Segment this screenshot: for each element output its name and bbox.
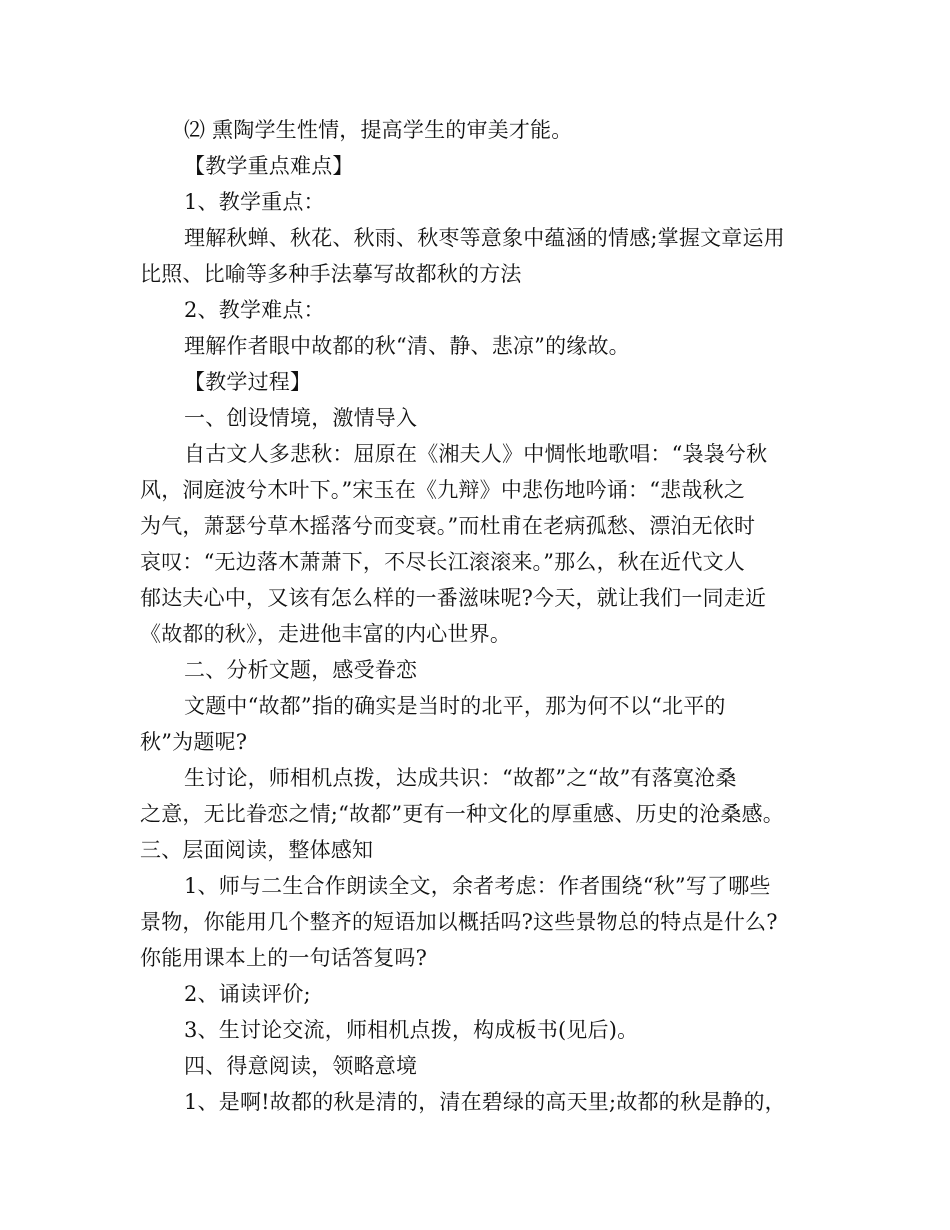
paragraph-line: 生讨论，师相机点拨，达成共识：“故都”之“故”有落寞沧桑 — [184, 766, 737, 790]
paragraph-line: 文题中“故都”指的确实是当时的北平，那为何不以“北平的 — [184, 694, 726, 718]
text-line-goal-2: ⑵ 熏陶学生性情，提高学生的审美才能。 — [184, 118, 573, 142]
paragraph-line: 之意，无比眷恋之情;“故都”更有一种文化的厚重感、历史的沧桑感。 — [140, 802, 784, 826]
paragraph-line: 自古文人多悲秋：屈原在《湘夫人》中惆怅地歌唱：“袅袅兮秋 — [184, 442, 768, 466]
paragraph-line: 1、是啊!故都的秋是清的，清在碧绿的高天里;故都的秋是静的， — [184, 1090, 786, 1114]
paragraph-line: 景物，你能用几个整齐的短语加以概括吗?这些景物总的特点是什么? — [140, 910, 778, 934]
section-heading-key-points: 【教学重点难点】 — [184, 154, 354, 178]
paragraph-line: 3、生讨论交流，师相机点拨，构成板书(见后)。 — [184, 1018, 639, 1042]
paragraph-line: 比照、比喻等多种手法摹写故都秋的方法 — [140, 262, 522, 286]
subheading-key-point: 1、教学重点： — [184, 190, 325, 214]
step-heading-4: 四、得意阅读，领略意境 — [184, 1054, 418, 1078]
paragraph-line: 1、师与二生合作朗读全文，余者考虑：作者围绕“秋”写了哪些 — [184, 874, 771, 898]
paragraph-line: 理解秋蝉、秋花、秋雨、秋枣等意象中蕴涵的情感;掌握文章运用 — [184, 226, 785, 250]
paragraph-line: 《故都的秋》，走进他丰富的内心世界。 — [140, 622, 512, 646]
paragraph-line: 哀叹：“无边落木萧萧下，不尽长江滚滚来。”那么，秋在近代文人 — [140, 550, 745, 574]
paragraph-line: 为气，萧瑟兮草木摇落兮而变衰。”而杜甫在老病孤愁、漂泊无依时 — [140, 514, 756, 538]
step-heading-2: 二、分析文题，感受眷恋 — [184, 658, 418, 682]
paragraph-line: 2、诵读评价; — [184, 982, 311, 1006]
paragraph-line: 秋”为题呢? — [140, 730, 248, 754]
paragraph-line: 你能用课本上的一句话答复吗? — [140, 946, 428, 970]
paragraph-line: 理解作者眼中故都的秋“清、静、悲凉”的缘故。 — [184, 334, 630, 358]
paragraph-line: 郁达夫心中，又该有怎么样的一番滋味呢?今天，就让我们一同走近 — [140, 586, 767, 610]
subheading-difficulty: 2、教学难点： — [184, 298, 325, 322]
section-heading-process: 【教学过程】 — [184, 370, 312, 394]
step-heading-3: 三、层面阅读，整体感知 — [140, 838, 374, 862]
paragraph-line: 风，洞庭波兮木叶下。”宋玉在《九辩》中悲伤地吟诵：“悲哉秋之 — [140, 478, 745, 502]
step-heading-1: 一、创设情境，激情导入 — [184, 406, 418, 430]
